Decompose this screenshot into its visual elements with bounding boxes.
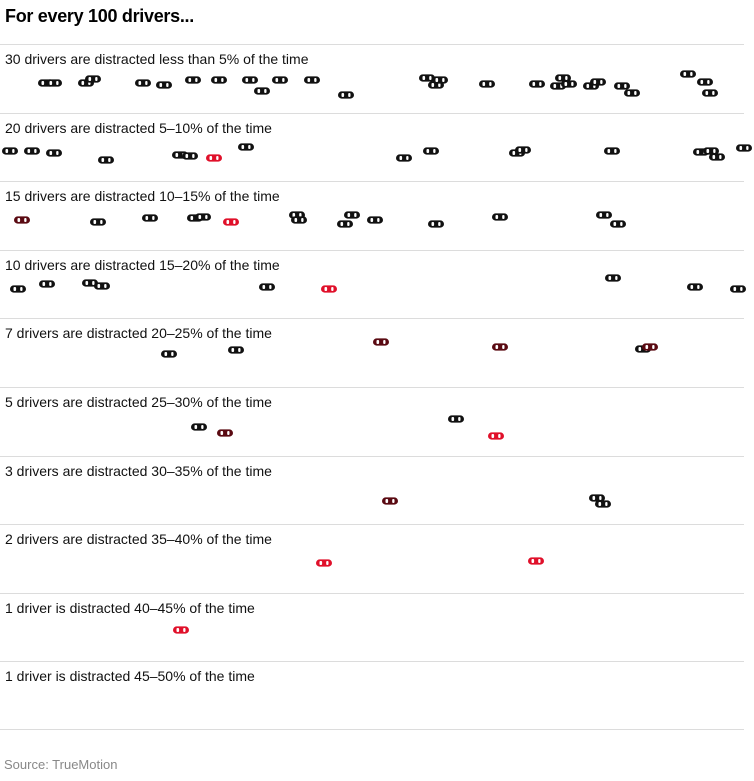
car-icon [614,82,630,89]
row-label: 1 driver is distracted 45–50% of the time [5,668,255,685]
car-icon [680,70,696,77]
row-label: 7 drivers are distracted 20–25% of the time [5,325,272,342]
car-dots-plot [0,45,744,113]
car-icon [590,78,606,85]
car-icon [39,280,55,287]
car-icon [90,219,106,226]
highlighted-car-icon [373,339,389,346]
highlighted-car-icon [488,432,504,439]
car-icon [492,214,508,221]
car-icon [161,351,177,358]
car-icon [697,78,713,85]
car-icon [515,146,531,153]
chart-row [0,181,744,250]
car-dots-plot [0,319,744,387]
car-icon [272,76,288,83]
car-icon [46,79,62,86]
car-icon [228,347,244,354]
chart-row [0,44,744,113]
car-icon [24,147,40,154]
highlighted-car-icon [492,344,508,351]
car-icon [10,285,26,292]
car-icon [291,217,307,224]
car-icon [367,217,383,224]
row-label: 1 driver is distracted 40–45% of the time [5,599,255,616]
source-note: Source: TrueMotion [4,757,118,772]
highlighted-car-icon [223,219,239,226]
row-label: 15 drivers are distracted 10–15% of the time [5,188,280,205]
row-label: 5 drivers are distracted 25–30% of the time [5,393,272,410]
highlighted-car-icon [642,344,658,351]
car-icon [610,221,626,228]
car-dots-plot [0,594,744,662]
car-icon [479,80,495,87]
car-dots-plot [0,388,744,456]
chart-row [0,250,744,319]
row-label: 3 drivers are distracted 30–35% of the time [5,462,272,479]
car-icon [709,153,725,160]
car-icon [254,87,270,94]
car-icon [338,91,354,98]
car-dots-plot [0,114,744,182]
chart-row [0,113,744,182]
car-icon [182,152,198,159]
car-icon [46,149,62,156]
car-dots-plot [0,251,744,319]
car-icon [702,89,718,96]
car-dots-plot [0,662,744,730]
chart-row [0,387,744,456]
car-icon [344,212,360,219]
highlighted-car-icon [528,558,544,565]
car-icon [337,221,353,228]
car-icon [448,415,464,422]
car-icon [259,283,275,290]
car-icon [730,285,746,292]
car-icon [195,214,211,221]
car-icon [2,147,18,154]
car-icon [85,75,101,82]
chart-rows [0,44,744,730]
car-icon [624,89,640,96]
car-icon [142,215,158,222]
car-icon [135,79,151,86]
chart-row [0,318,744,387]
chart-title: For every 100 drivers... [5,6,194,26]
chart-row [0,524,744,593]
row-label: 30 drivers are distracted less than 5% of the time [5,51,309,67]
car-icon [423,147,439,154]
car-icon [94,282,110,289]
car-icon [432,76,448,83]
car-dots-plot [0,182,744,250]
car-icon [156,81,172,88]
car-dots-plot [0,457,744,525]
highlighted-car-icon [382,497,398,504]
car-icon [396,154,412,161]
car-icon [242,76,258,83]
car-icon [211,76,227,83]
highlighted-car-icon [321,285,337,292]
car-icon [304,76,320,83]
car-icon [529,80,545,87]
car-icon [238,143,254,150]
highlighted-car-icon [217,429,233,436]
car-dots-plot [0,525,744,593]
chart-row [0,456,744,525]
car-icon [736,144,752,151]
row-label: 20 drivers are distracted 5–10% of the time [5,119,272,136]
car-icon [605,274,621,281]
chart-row [0,593,744,662]
car-icon [561,80,577,87]
car-icon [595,500,611,507]
car-icon [687,283,703,290]
car-icon [596,212,612,219]
highlighted-car-icon [14,217,30,224]
row-label: 10 drivers are distracted 15–20% of the time [5,256,280,273]
car-icon [98,156,114,163]
row-label: 2 drivers are distracted 35–40% of the time [5,531,272,548]
chart-row [0,661,744,730]
car-icon [428,221,444,228]
highlighted-car-icon [173,626,189,633]
car-icon [604,147,620,154]
highlighted-car-icon [316,560,332,567]
car-icon [185,76,201,83]
car-icon [191,423,207,430]
highlighted-car-icon [206,154,222,161]
